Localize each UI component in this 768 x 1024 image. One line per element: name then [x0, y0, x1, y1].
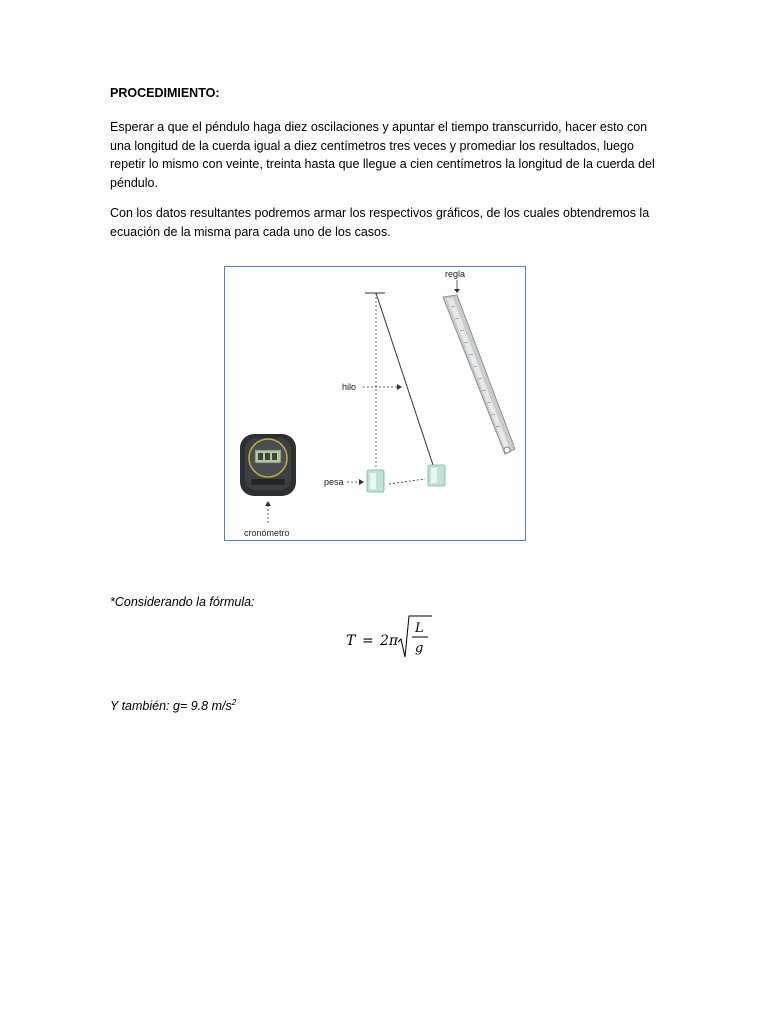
ruler-label: regla [445, 269, 466, 279]
procedure-paragraph: Esperar a que el péndulo haga diez oscilaciones y apuntar el tiempo transcurrido, hacer esto con una longitud de la cuerda igual a diez centímetros tres veces y promediar los resultados, luego repetir lo mismo con veinte, treinta hasta que llegue a cien centímetros la longitud de la cuerda del péndulo. [110, 120, 655, 190]
pendulum-illustration [225, 267, 527, 542]
results-paragraph: Con los datos resultantes podremos armar los respectivos gráficos, de los cuales obtendremos la ecuación de la misma para cada uno de los casos. [110, 206, 650, 239]
stopwatch-image [240, 434, 296, 496]
thread-label: hilo [342, 382, 357, 392]
formula-denominator: g [415, 641, 424, 656]
thread-line [376, 293, 433, 465]
gravity-exponent: 2 [231, 698, 237, 707]
formula-intro: *Considerando la fórmula: [110, 595, 255, 609]
formula-numerator: L [415, 621, 424, 636]
formula-coefficient: 2π [380, 633, 399, 649]
formula-lhs: T [346, 633, 356, 649]
formula-equals: = [362, 633, 374, 649]
period-formula [344, 610, 454, 670]
section-heading: PROCEDIMIENTO: [110, 86, 220, 100]
ruler-image [443, 295, 515, 454]
gravity-note [110, 698, 236, 713]
stopwatch-label: cronómetro [244, 528, 290, 538]
gravity-text: Y también: g= 9.8 m/s [110, 699, 232, 714]
weight-label: pesa [324, 477, 344, 487]
weight-rest [367, 470, 384, 492]
pendulum-figure [224, 266, 526, 541]
weight-swing [428, 465, 445, 486]
